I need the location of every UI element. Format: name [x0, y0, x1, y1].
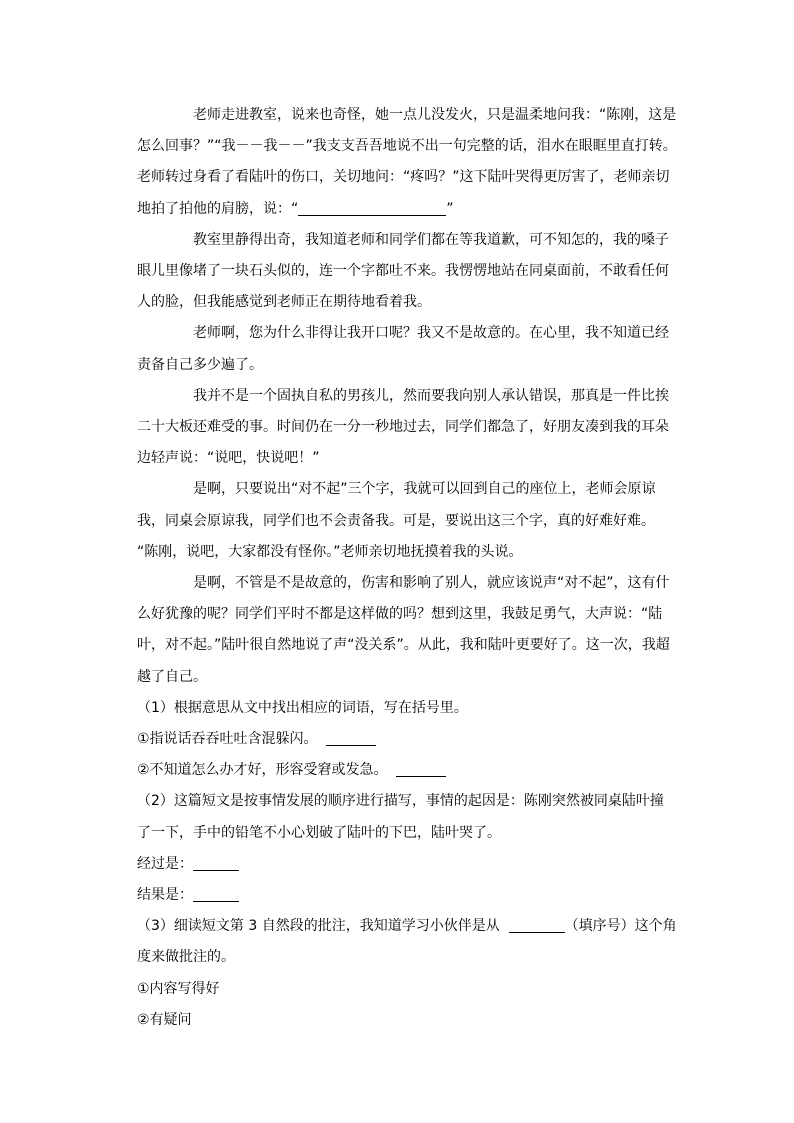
answer-blank-q3[interactable]	[509, 916, 565, 933]
passage-paragraph-1-text: 老师走进教室，说来也奇怪，她一点儿没发火，只是温柔地问我：“陈刚，这是怎么回事？”“我－－我－－”我支支吾吾地说不出一句完整的话，泪水在眼眶里直打转。老师转过身看了看陆叶的伤口，关切地问：“疼吗？”这下陆叶哭得更厉害了，老师亲切地拍了拍他的肩膀，说：“	[137, 107, 677, 217]
passage-paragraph-7: 是啊，不管是不是故意的，伤害和影响了别人，就应该说声“对不起”，这有什么好犹豫的呢？同学们平时不都是这样做的吗？想到这里，我鼓足勇气，大声说：“陆叶，对不起。”陆叶很自然地说了声“没关系”。从此，我和陆叶更要好了。这一次，我超越了自己。	[137, 575, 670, 685]
question-2-process-label: 经过是：	[137, 855, 193, 872]
answer-blank-teacher-words[interactable]	[298, 199, 446, 216]
question-3-option-1: ①内容写得好	[137, 980, 220, 997]
question-2-result-label: 结果是：	[137, 887, 193, 904]
passage-paragraph-2: 教室里静得出奇，我知道老师和同学们都在等我道歉，可不知怎的，我的嗓子眼儿里像堵了一块石头似的，连一个字都吐不来。我愣愣地站在同桌面前，不敢看任何人的脸，但我能感觉到老师正在期待地看着我。	[137, 231, 669, 311]
passage-paragraph-1	[137, 100, 677, 225]
passage-paragraph-6: “陈刚，说吧，大家都没有怪你。”老师亲切地抚摸着我的头说。	[137, 543, 523, 560]
question-2-result	[137, 880, 677, 911]
document-page	[137, 100, 677, 1036]
question-3-option-2: ②有疑问	[137, 1011, 192, 1028]
passage-paragraph-1-close-quote: ”	[446, 200, 454, 217]
question-3-title-part2: （填序号）这个角度来做批注的。	[137, 918, 677, 966]
question-1-item-1-text: ①指说话吞吞吐吐含混躲闪。	[137, 731, 318, 748]
passage-paragraph-5: 是啊，只要说出“对不起”三个字，我就可以回到自己的座位上，老师会原谅我，同桌会原谅我，同学们也不会责备我。可是，要说出这三个字，真的好难好难。	[137, 481, 656, 529]
passage-paragraph-3: 老师啊，您为什么非得让我开口呢？我又不是故意的。在心里，我不知道已经责备自己多少遍了。	[137, 325, 669, 373]
answer-blank-q2-process[interactable]	[193, 854, 239, 871]
answer-blank-q1-item1[interactable]	[326, 729, 376, 746]
answer-blank-q1-item2[interactable]	[396, 760, 446, 777]
question-3-title	[137, 911, 677, 973]
question-1-item-2	[137, 755, 677, 786]
question-3-title-part1: （3）细读短文第 3 自然段的批注，我知道学习小伙伴是从	[137, 918, 500, 935]
answer-blank-q2-result[interactable]	[193, 885, 239, 902]
question-2-process	[137, 849, 677, 880]
question-2-title: （2）这篇短文是按事情发展的顺序进行描写，事情的起因是：陈刚突然被同桌陆叶撞了一下，手中的铅笔不小心划破了陆叶的下巴，陆叶哭了。	[137, 793, 664, 841]
passage-paragraph-4: 我并不是一个固执自私的男孩儿，然而要我向别人承认错误，那真是一件比挨二十大板还难受的事。时间仍在一分一秒地过去，同学们都急了，好朋友凑到我的耳朵边轻声说：“说吧，快说吧！”	[137, 387, 669, 467]
question-1-title: （1）根据意思从文中找出相应的词语，写在括号里。	[137, 699, 468, 716]
question-1-item-2-text: ②不知道怎么办才好，形容受窘或发急。	[137, 762, 388, 779]
question-1-item-1	[137, 724, 677, 755]
